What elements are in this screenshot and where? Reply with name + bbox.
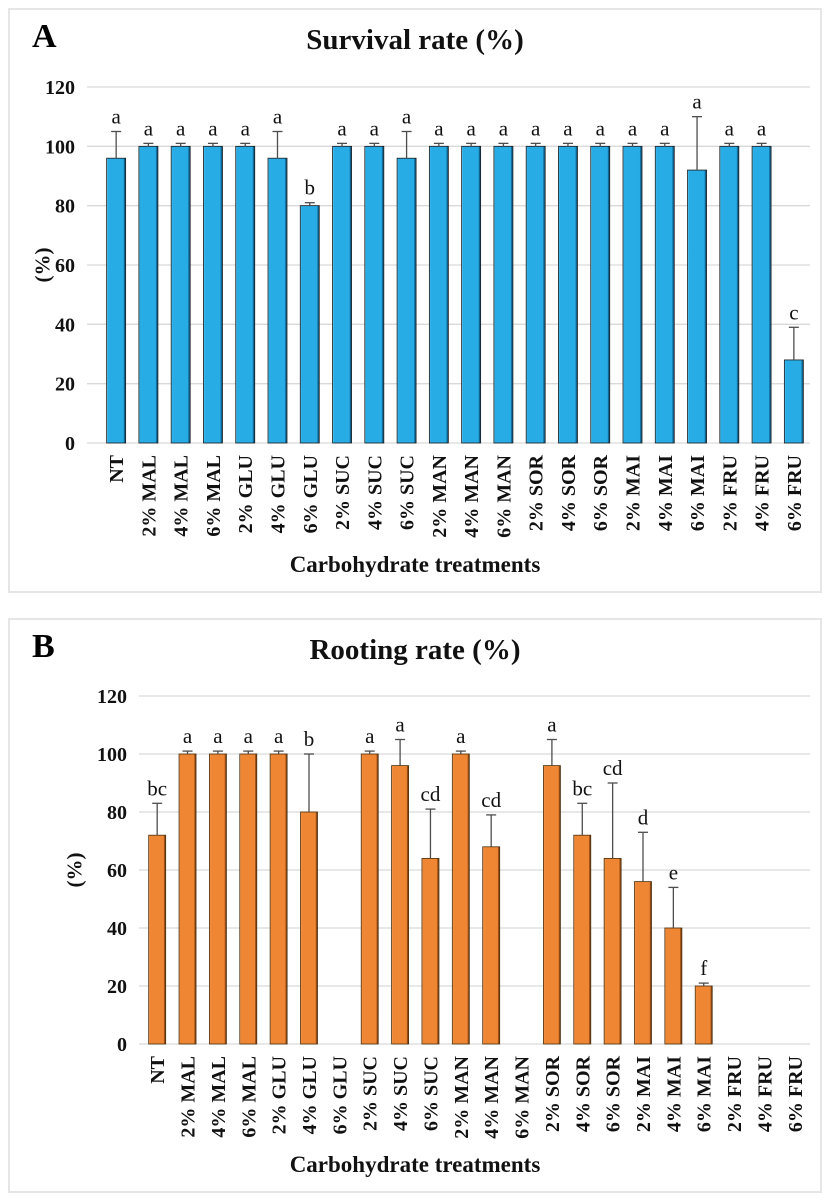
svg-text:4% FRU: 4% FRU bbox=[754, 1056, 777, 1133]
svg-text:40: 40 bbox=[55, 314, 75, 337]
svg-text:2% MAN: 2% MAN bbox=[428, 455, 451, 538]
svg-text:a: a bbox=[563, 116, 573, 141]
svg-text:2% MAL: 2% MAL bbox=[138, 455, 161, 537]
svg-text:6% MAL: 6% MAL bbox=[202, 455, 225, 537]
svg-text:60: 60 bbox=[107, 860, 127, 882]
svg-text:2% GLU: 2% GLU bbox=[268, 1056, 291, 1135]
svg-text:e: e bbox=[668, 860, 679, 885]
svg-text:6% MAL: 6% MAL bbox=[238, 1056, 261, 1138]
svg-text:20: 20 bbox=[107, 976, 127, 998]
svg-text:2% FRU: 2% FRU bbox=[719, 455, 742, 532]
svg-text:a: a bbox=[182, 724, 193, 749]
svg-text:6% FRU: 6% FRU bbox=[784, 1056, 807, 1133]
svg-text:6% FRU: 6% FRU bbox=[783, 455, 806, 532]
svg-text:0: 0 bbox=[65, 433, 75, 455]
survival-rate-chart-canvas bbox=[10, 10, 820, 591]
svg-text:2% MAI: 2% MAI bbox=[622, 455, 645, 532]
svg-text:c: c bbox=[789, 300, 799, 325]
svg-text:a: a bbox=[595, 116, 605, 141]
svg-text:4% MAI: 4% MAI bbox=[654, 455, 677, 532]
svg-text:2% FRU: 2% FRU bbox=[724, 1056, 747, 1133]
svg-text:a: a bbox=[213, 724, 223, 749]
svg-text:a: a bbox=[240, 116, 250, 141]
svg-text:a: a bbox=[272, 104, 283, 129]
svg-text:4% SUC: 4% SUC bbox=[390, 1056, 413, 1132]
svg-text:a: a bbox=[660, 116, 670, 141]
svg-text:b: b bbox=[304, 175, 316, 200]
svg-text:a: a bbox=[466, 116, 476, 141]
svg-text:6% SOR: 6% SOR bbox=[590, 455, 613, 532]
svg-text:4% MAL: 4% MAL bbox=[207, 1056, 230, 1138]
svg-text:2% SOR: 2% SOR bbox=[541, 1056, 564, 1133]
svg-text:a: a bbox=[434, 116, 444, 141]
svg-text:(%): (%) bbox=[30, 247, 55, 283]
svg-text:4% GLU: 4% GLU bbox=[267, 455, 290, 534]
x-axis-title-survival: Carbohydrate treatments bbox=[289, 552, 541, 577]
svg-text:d: d bbox=[637, 805, 649, 830]
svg-text:6% MAN: 6% MAN bbox=[511, 1056, 534, 1139]
svg-text:a: a bbox=[401, 104, 412, 129]
svg-text:6% MAI: 6% MAI bbox=[693, 1056, 716, 1133]
svg-text:4% GLU: 4% GLU bbox=[299, 1056, 321, 1135]
svg-text:a: a bbox=[756, 116, 767, 141]
panel-letter-a: A bbox=[32, 18, 57, 55]
panel-b bbox=[8, 618, 822, 1193]
svg-text:6% MAN: 6% MAN bbox=[493, 455, 516, 538]
svg-text:4% MAL: 4% MAL bbox=[170, 455, 193, 537]
svg-text:b: b bbox=[303, 727, 315, 751]
svg-text:bc: bc bbox=[147, 776, 168, 801]
svg-text:6% SOR: 6% SOR bbox=[602, 1056, 625, 1133]
svg-text:a: a bbox=[143, 116, 154, 141]
svg-text:100: 100 bbox=[97, 744, 127, 766]
svg-text:a: a bbox=[337, 116, 347, 141]
svg-text:a: a bbox=[208, 116, 218, 141]
svg-text:20: 20 bbox=[55, 373, 75, 396]
svg-text:120: 120 bbox=[97, 686, 127, 708]
svg-text:6% SUC: 6% SUC bbox=[396, 455, 419, 531]
svg-text:f: f bbox=[700, 956, 708, 981]
svg-text:a: a bbox=[692, 89, 702, 114]
svg-text:(%): (%) bbox=[62, 852, 87, 888]
svg-text:NT: NT bbox=[147, 1056, 170, 1084]
svg-text:a: a bbox=[395, 712, 405, 737]
chart-title-survival: Survival rate (%) bbox=[306, 24, 524, 56]
svg-text:a: a bbox=[456, 724, 466, 749]
svg-text:6% GLU: 6% GLU bbox=[329, 1056, 352, 1135]
svg-text:0: 0 bbox=[117, 1034, 127, 1056]
svg-text:a: a bbox=[724, 116, 734, 141]
svg-text:a: a bbox=[547, 712, 557, 737]
svg-text:a: a bbox=[111, 104, 121, 129]
svg-text:NT: NT bbox=[106, 455, 129, 483]
rooting-rate-chart-canvas bbox=[10, 620, 820, 1191]
svg-text:cd: cd bbox=[602, 756, 623, 780]
svg-text:cd: cd bbox=[420, 782, 441, 807]
svg-text:2% GLU: 2% GLU bbox=[235, 455, 258, 534]
svg-text:a: a bbox=[243, 724, 253, 749]
svg-text:cd: cd bbox=[481, 787, 502, 812]
panel-letter-b: B bbox=[32, 628, 55, 665]
svg-text:120: 120 bbox=[45, 77, 75, 99]
svg-text:6% SUC: 6% SUC bbox=[420, 1056, 443, 1132]
svg-text:80: 80 bbox=[107, 802, 127, 824]
svg-text:4% SOR: 4% SOR bbox=[572, 1056, 595, 1133]
svg-text:a: a bbox=[369, 116, 379, 141]
svg-text:2% SOR: 2% SOR bbox=[525, 455, 548, 532]
panel-a bbox=[8, 8, 822, 593]
svg-text:2% MAI: 2% MAI bbox=[633, 1056, 655, 1133]
svg-text:4% MAN: 4% MAN bbox=[481, 1056, 504, 1139]
svg-text:6% GLU: 6% GLU bbox=[299, 455, 322, 534]
svg-text:4% FRU: 4% FRU bbox=[751, 455, 774, 532]
svg-text:2% SUC: 2% SUC bbox=[332, 455, 355, 531]
svg-text:4% MAN: 4% MAN bbox=[461, 455, 484, 538]
svg-text:bc: bc bbox=[572, 776, 593, 801]
svg-text:80: 80 bbox=[55, 195, 75, 218]
svg-text:2% SUC: 2% SUC bbox=[359, 1056, 382, 1132]
svg-text:a: a bbox=[176, 116, 186, 141]
svg-text:4% MAI: 4% MAI bbox=[663, 1056, 686, 1133]
chart-title-rooting: Rooting rate (%) bbox=[309, 634, 521, 666]
svg-text:60: 60 bbox=[55, 255, 75, 277]
svg-text:4% SOR: 4% SOR bbox=[557, 455, 580, 532]
svg-text:6% MAI: 6% MAI bbox=[687, 455, 710, 532]
svg-text:4% SUC: 4% SUC bbox=[364, 455, 387, 531]
svg-text:a: a bbox=[365, 724, 375, 749]
svg-text:2% MAN: 2% MAN bbox=[450, 1056, 473, 1139]
svg-text:a: a bbox=[273, 724, 284, 749]
svg-text:100: 100 bbox=[45, 136, 75, 159]
svg-text:a: a bbox=[627, 116, 638, 141]
svg-text:a: a bbox=[498, 116, 509, 141]
svg-text:2% MAL: 2% MAL bbox=[177, 1056, 200, 1138]
x-axis-title-rooting: Carbohydrate treatments bbox=[289, 1152, 541, 1177]
svg-text:40: 40 bbox=[107, 918, 127, 940]
svg-text:a: a bbox=[531, 116, 541, 141]
